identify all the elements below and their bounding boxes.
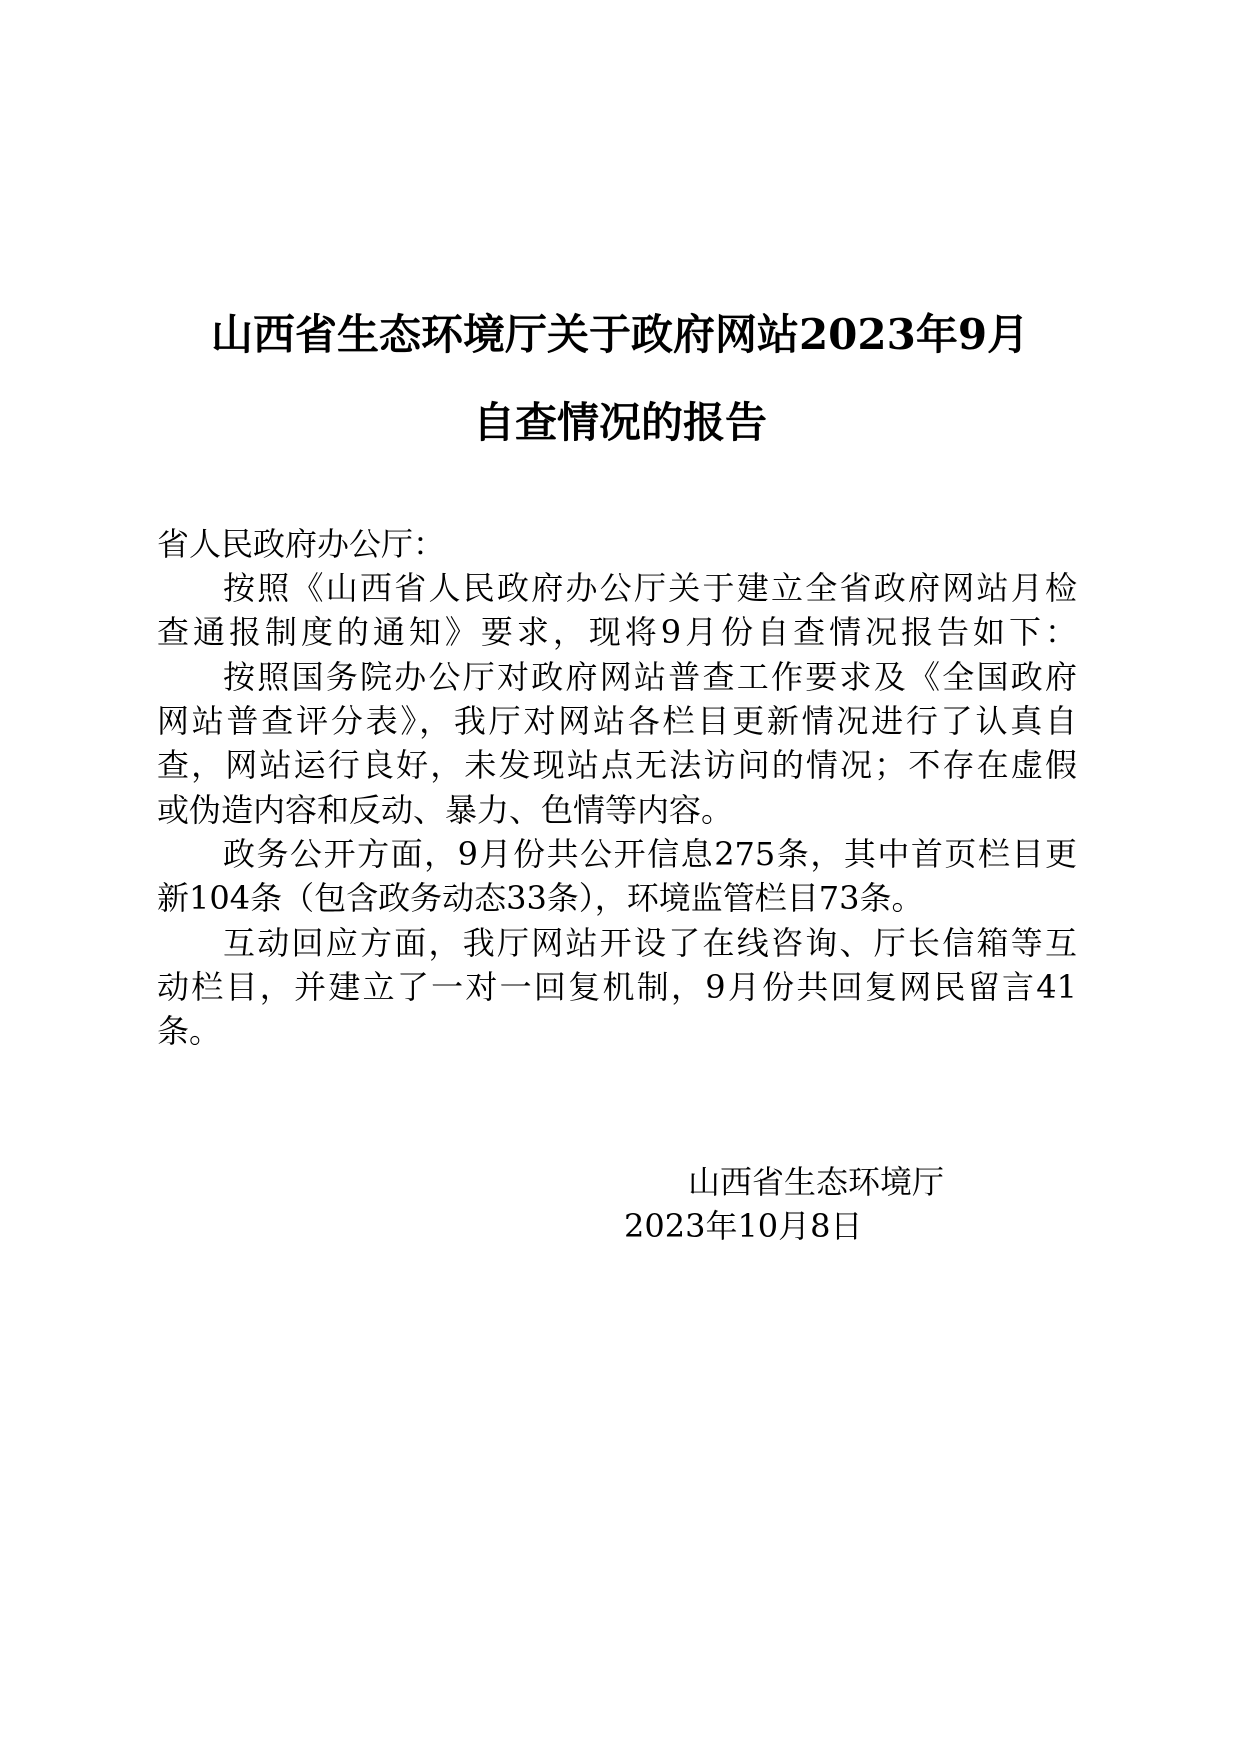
paragraph-4-line-1: 互动回应方面，我厅网站开设了在线咨询、厅长信箱等互 [223, 924, 1077, 962]
paragraph-4-line-2: 动栏目，并建立了一对一回复机制，9月份共回复网民留言41 [157, 968, 1077, 1006]
paragraph-2-line-2: 网站普查评分表》，我厅对网站各栏目更新情况进行了认真自 [157, 702, 1077, 740]
document-title-line-1: 山西省生态环境厅关于政府网站2023年9月 [210, 310, 1030, 359]
paragraph-2-line-1: 按照国务院办公厅对政府网站普查工作要求及《全国政府 [223, 658, 1077, 696]
signature-date: 2023年10月8日 [624, 1207, 863, 1245]
paragraph-1-line-2: 查通报制度的通知》要求，现将9月份自查情况报告如下： [157, 613, 1077, 651]
paragraph-1-line-1: 按照《山西省人民政府办公厅关于建立全省政府网站月检 [223, 569, 1077, 607]
document-title-line-2: 自查情况的报告 [472, 398, 767, 447]
paragraph-2-line-4: 或伪造内容和反动、暴力、色情等内容。 [157, 791, 734, 829]
paragraph-2-line-3: 查，网站运行良好，未发现站点无法访问的情况；不存在虚假 [157, 746, 1077, 784]
addressee: 省人民政府办公厅： [157, 525, 446, 563]
paragraph-4-line-3: 条。 [157, 1012, 222, 1050]
signature-organization: 山西省生态环境厅 [688, 1163, 945, 1201]
paragraph-3-line-1: 政务公开方面，9月份共公开信息275条，其中首页栏目更 [223, 835, 1077, 873]
paragraph-3-line-2: 新104条（包含政务动态33条），环境监管栏目73条。 [157, 879, 924, 917]
